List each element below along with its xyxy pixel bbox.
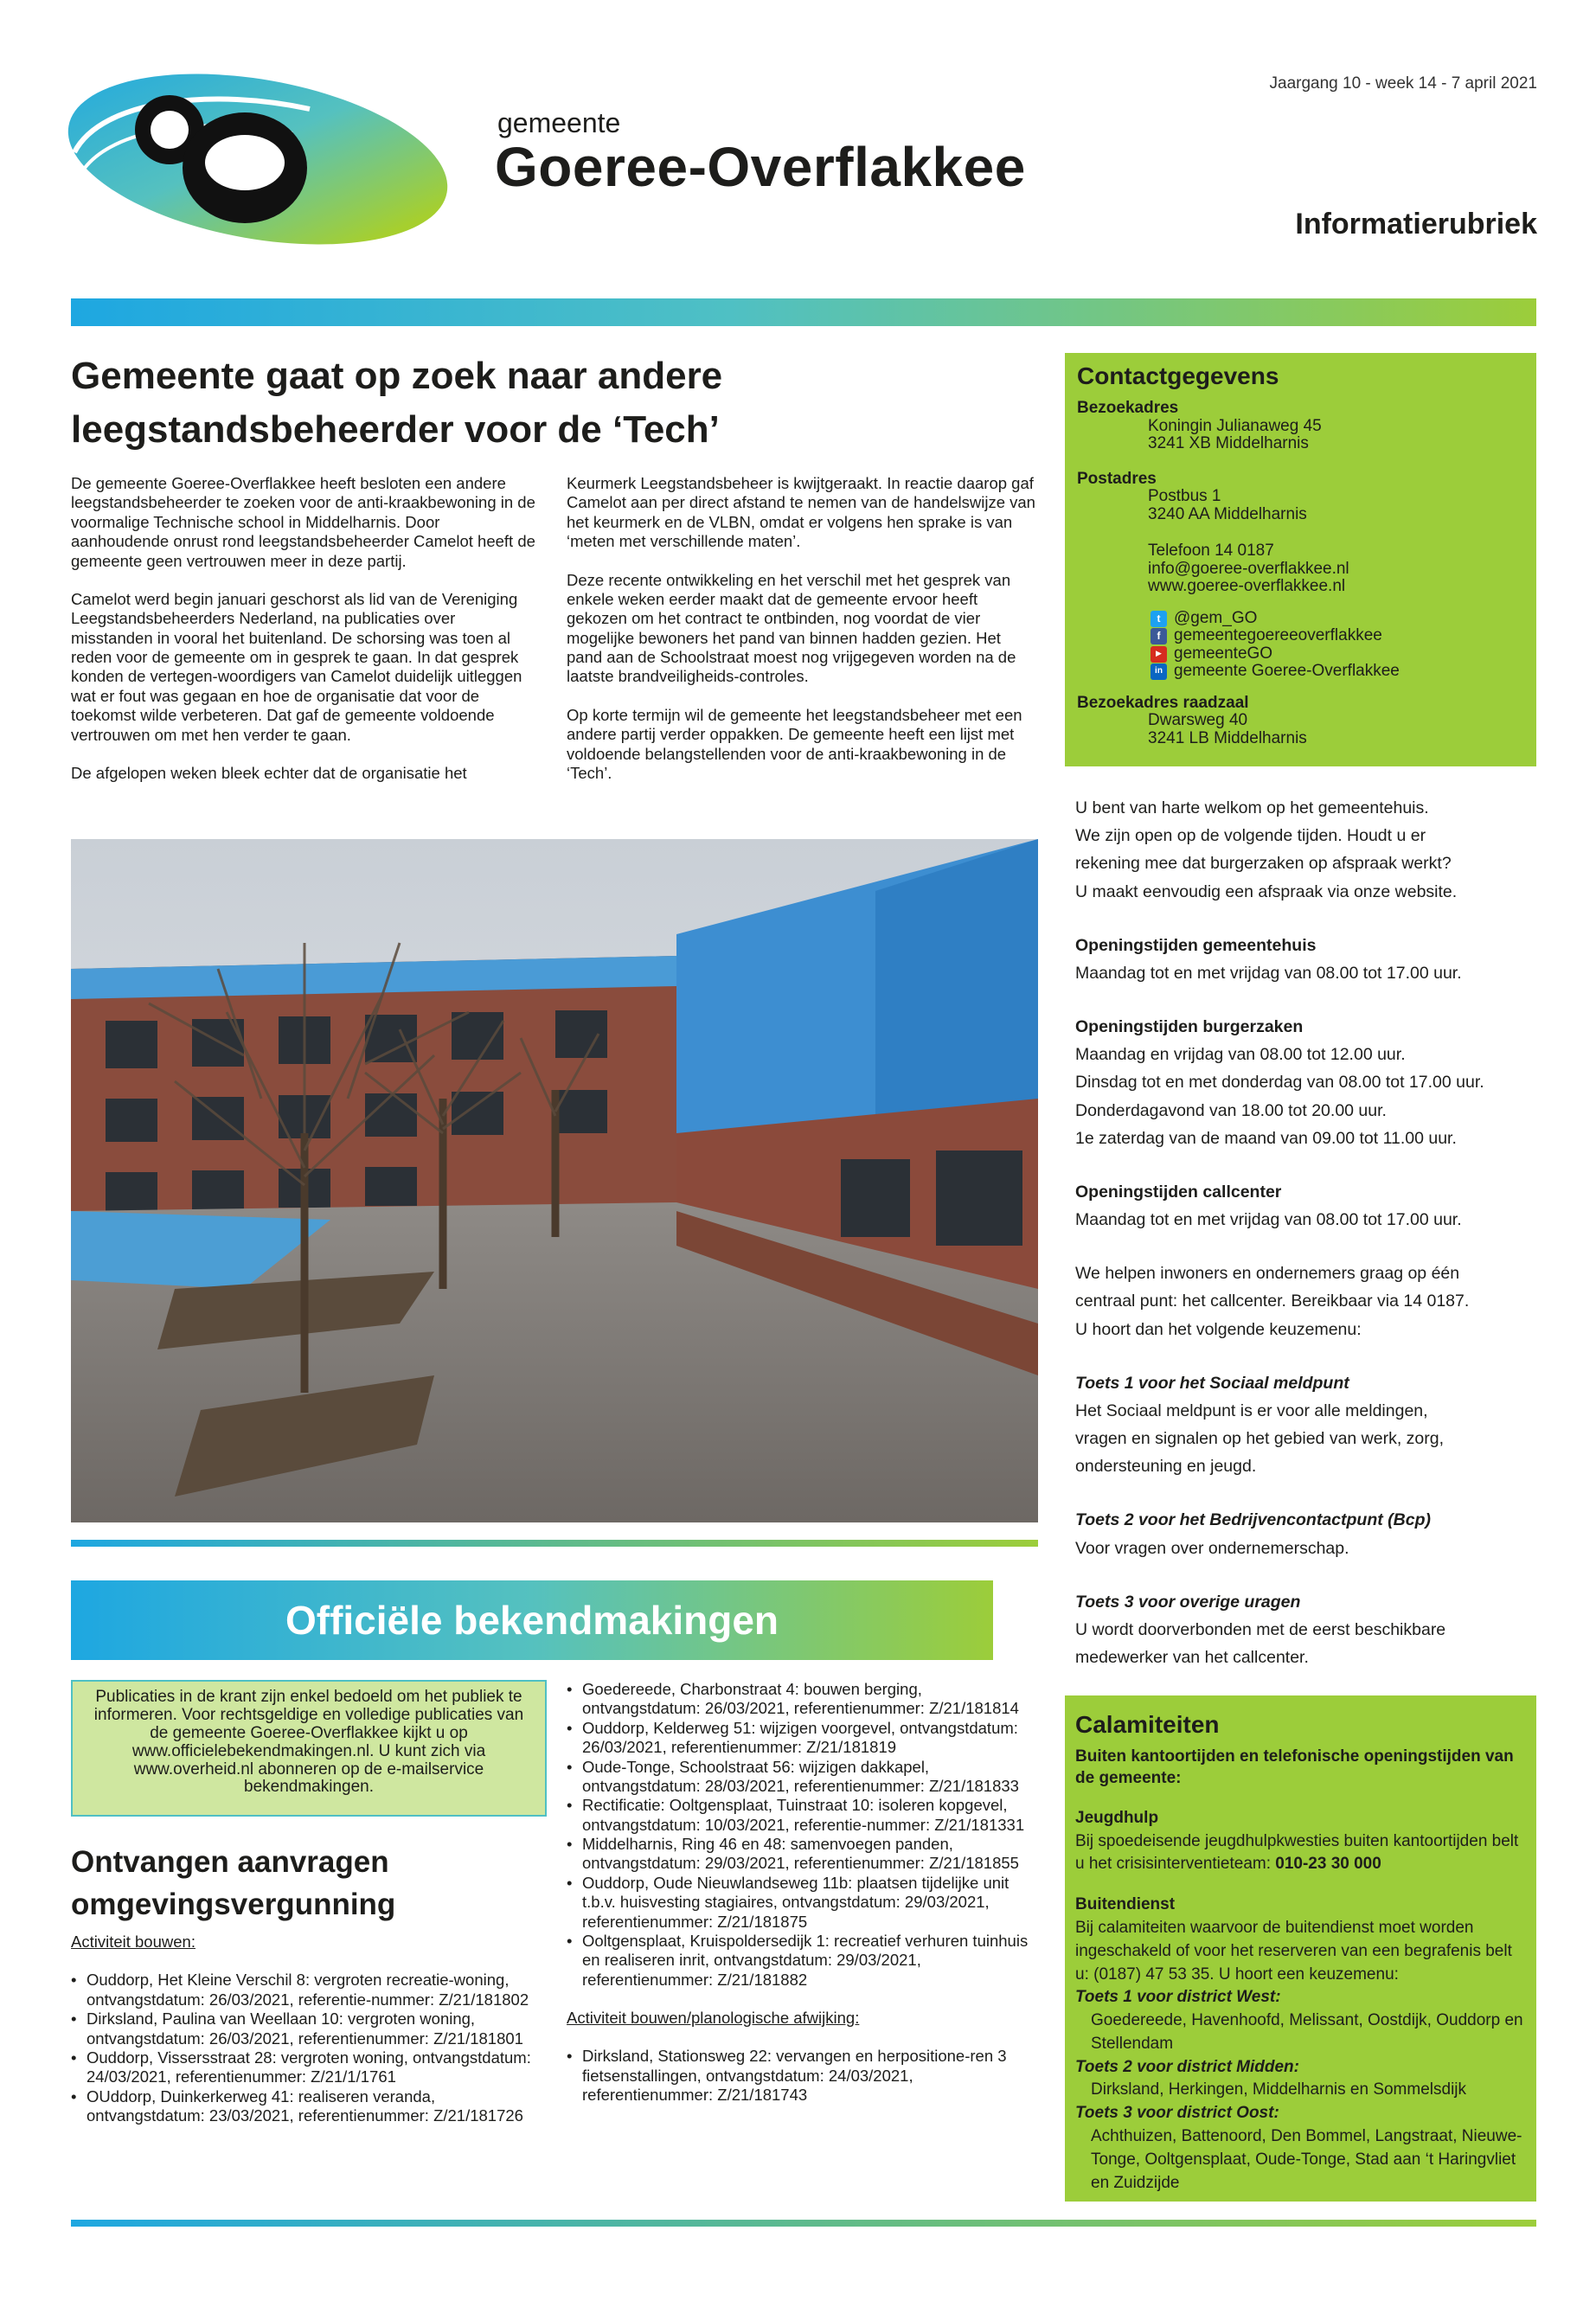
social-youtube[interactable]	[1077, 645, 1524, 663]
district-oost-title: Toets 3 voor district Oost:	[1075, 2104, 1279, 2123]
hours-burgerzaken-line: Maandag en vrijdag van 08.00 tot 12.00 uur.	[1075, 1045, 1406, 1065]
menu-option-3-text: medewerker van het callcenter.	[1075, 1648, 1309, 1668]
bekendmakingen-banner: Officiële bekendmakingen	[71, 1580, 993, 1660]
permit-item: • Ouddorp, Vissersstraat 28: vergroten woning, ontvangstdatum: 24/03/2021, referentienummer: Z/21/1/1761	[71, 2048, 538, 2087]
menu-option-3-title: Toets 3 voor overige uragen	[1075, 1592, 1301, 1612]
permit-item: • Rectificatie: Ooltgensplaat, Tuinstraat 10: isoleren kopgevel, ontvangstdatum: 10/03/2021, referentie-nummer: Z/21/181331	[567, 1796, 1038, 1835]
brand-gemeente: gemeente	[497, 107, 621, 138]
social-label: gemeente Goeree-Overflakkee	[1174, 662, 1400, 681]
permits-left-column	[71, 1932, 538, 2125]
permit-item: • Ouddorp, Oude Nieuwlandseweg 11b: plaatsen tijdelijke unit t.b.v. huisvesting stagiaires, ontvangstdatum: 29/03/2021, referentienummer: Z/21/181875	[567, 1874, 1038, 1932]
youtube-icon: ▶	[1151, 646, 1167, 663]
raadzaal-line: 3241 LB Middelharnis	[1148, 728, 1307, 747]
help-line: centraal punt: het callcenter. Bereikbaar via 14 0187.	[1075, 1292, 1470, 1311]
menu-option-2-text: Voor vragen over ondernemerschap.	[1075, 1538, 1349, 1558]
permit-item: • OUddorp, Duinkerkerweg 41: realiseren veranda, ontvangstdatum: 23/03/2021, referentienummer: Z/21/181726	[71, 2087, 538, 2126]
permits-right-column	[567, 1680, 1038, 2106]
hours-burgerzaken-line: 1e zaterdag van de maand van 09.00 tot 11.00 uur.	[1075, 1128, 1457, 1148]
publication-notice: Publicaties in de krant zijn enkel bedoeld om het publiek te informeren. Voor rechtsgeldige en volledige publicaties van de gemeente Goeree-Overflakkee kijkt u op www.officielebekendmakingen.nl. U kunt zich via www.overheid.nl abonneren op de e-mailservice bekendmakingen.	[71, 1680, 547, 1817]
brand-name: Goeree-Overflakkee	[495, 136, 1026, 198]
menu-option-1-text: Het Sociaal meldpunt is er voor alle meldingen,	[1075, 1400, 1428, 1420]
raadzaal-line: Dwarsweg 40	[1148, 711, 1248, 730]
jeugdhulp-title: Jeugdhulp	[1075, 1808, 1159, 1827]
top-gradient-bar	[71, 298, 1536, 326]
postadres-line: Postbus 1	[1148, 487, 1221, 506]
hours-callcenter-heading: Openingstijden callcenter	[1075, 1182, 1282, 1202]
opening-hours-info	[1075, 794, 1542, 1671]
website-link[interactable]: www.goeree-overflakkee.nl	[1148, 577, 1346, 596]
contact-panel	[1065, 353, 1536, 766]
jeugdhulp-text	[1075, 1830, 1526, 1877]
article-paragraph: Op korte termijn wil de gemeente het leegstandsbeheer met een andere partij verder oppakken. De gemeente heeft een lijst met voldoende belangstellenden voor de anti-kraakbewoning in de ‘Tech’.	[567, 705, 1022, 782]
article-paragraph: De gemeente Goeree-Overflakkee heeft besloten een andere leegstandsbeheerder te zoeken voor de anti-kraakbewoning in de voormalige Technische school in Middelharnis. Door aanhoudende onrust rond leegstandsbeheerder Camelot heeft de gemeente geen vertrouwen meer in deze partij.	[71, 474, 535, 570]
hours-gemeentehuis-heading: Openingstijden gemeentehuis	[1075, 935, 1317, 955]
twitter-icon: t	[1151, 611, 1167, 627]
social-twitter[interactable]	[1077, 610, 1524, 628]
article-column-1	[71, 474, 538, 802]
help-line: U hoort dan het volgende keuzemenu:	[1075, 1319, 1362, 1339]
permit-item: • Dirksland, Paulina van Weellaan 10: vergroten woning, ontvangstdatum: 26/03/2021, referentienummer: Z/21/181801	[71, 2009, 538, 2048]
article-headline: Gemeente gaat op zoek naar andere leegstandsbeheerder voor de ‘Tech’	[71, 355, 723, 452]
permit-item: • Ouddorp, Kelderweg 51: wijzigen voorgevel, ontvangstdatum: 26/03/2021, referentienummer: Z/21/181819	[567, 1719, 1038, 1758]
article-paragraph: Camelot werd begin januari geschorst als lid van de Vereniging Leegstandsbeheerders Nederland, na publicaties over misstanden in vooral het buitenland. De schorsing was toen al reden voor de gemeente om in gesprek te gaan. In dat gesprek konden de vertegen-woordigers van Camelot duidelijk uitleggen wat er fout was gegaan en hoe de organisatie dat voor de toekomst wilde verbeteren. Dat gaf de gemeente voldoende vertrouwen om met hen verder te gaan.	[71, 589, 522, 744]
section-title: Ontvangen aanvragen omgevingsvergunning	[71, 1845, 396, 1921]
bezoekadres-line: Koningin Julianaweg 45	[1148, 416, 1322, 435]
gemeente-logo	[67, 73, 457, 263]
phone-number: Telefoon 14 0187	[1148, 542, 1274, 561]
raadzaal-label: Bezoekadres raadzaal	[1077, 693, 1249, 712]
article-paragraph: De afgelopen weken bleek echter dat de organisatie het	[71, 763, 467, 782]
calamiteiten-intro: Buiten kantoortijden en telefonische openingstijden van de gemeente:	[1075, 1747, 1514, 1788]
email-link[interactable]: info@goeree-overflakkee.nl	[1148, 559, 1349, 578]
activity-heading: Activiteit bouwen:	[71, 1932, 195, 1951]
menu-option-3-text: U wordt doorverbonden met de eerst beschikbare	[1075, 1619, 1446, 1639]
postadres-label: Postadres	[1077, 469, 1157, 488]
welcome-line: U maakt eenvoudig een afspraak via onze website.	[1075, 881, 1458, 901]
menu-option-1-text: vragen en signalen op het gebied van werk, zorg,	[1075, 1429, 1445, 1449]
article-paragraph: Keurmerk Leegstandsbeheer is kwijtgeraakt. In reactie daarop gaf Camelot aan per direct afstand te nemen van de handelswijze van het keurmerk en de VLBN, omdat er volgens hen sprake is van ‘meten met verschillende maten’.	[567, 474, 1035, 551]
district-midden-text: Dirksland, Herkingen, Middelharnis en Sommelsdijk	[1091, 2080, 1467, 2099]
help-line: We helpen inwoners en ondernemers graag op één	[1075, 1264, 1460, 1284]
bottom-divider-bar	[71, 2220, 1536, 2227]
calamiteiten-panel	[1065, 1695, 1536, 2202]
welcome-line: We zijn open op de volgende tijden. Houdt u er	[1075, 826, 1426, 846]
calamiteiten-title: Calamiteiten	[1075, 1711, 1220, 1738]
permit-item: • Ouddorp, Het Kleine Verschil 8: vergroten recreatie-woning, ontvangstdatum: 26/03/2021, referentie-nummer: Z/21/181802	[71, 1971, 538, 2009]
contact-title: Contactgegevens	[1077, 362, 1279, 389]
hours-burgerzaken-line: Donderdagavond van 18.00 tot 20.00 uur.	[1075, 1100, 1387, 1120]
jeugdhulp-phone: 010-23 30 000	[1275, 1855, 1381, 1874]
district-oost-text: Achthuizen, Battenoord, Den Bommel, Langstraat, Nieuwe-Tonge, Ooltgensplaat, Oude-Tonge, Stad aan ‘t Haringvliet en Zuidzijde	[1091, 2127, 1522, 2192]
permit-item: • Oude-Tonge, Schoolstraat 56: wijzigen dakkapel, ontvangstdatum: 28/03/2021, referentienummer: Z/21/181833	[567, 1758, 1038, 1797]
permit-item: • Goedereede, Charbonstraat 4: bouwen berging, ontvangstdatum: 26/03/2021, referentienummer: Z/21/181814	[567, 1680, 1038, 1719]
social-linkedin[interactable]	[1077, 663, 1524, 681]
rubriek-title: Informatierubriek	[1295, 208, 1537, 240]
bezoekadres-line: 3241 XB Middelharnis	[1148, 434, 1309, 453]
dateline: Jaargang 10 - week 14 - 7 april 2021	[1269, 74, 1537, 93]
district-midden-title: Toets 2 voor district Midden:	[1075, 2057, 1299, 2076]
permit-item: • Ooltgensplaat, Kruispoldersedijk 1: recreatief verhuren tuinhuis en realiseren inrit, ontvangstdatum: 29/03/2021, referentienummer: Z/21/181882	[567, 1932, 1038, 1990]
hours-callcenter: Maandag tot en met vrijdag van 08.00 tot 17.00 uur.	[1075, 1210, 1462, 1230]
social-label: @gem_GO	[1174, 608, 1258, 627]
menu-option-1-title: Toets 1 voor het Sociaal meldpunt	[1075, 1373, 1349, 1393]
buitendienst-title: Buitendienst	[1075, 1895, 1176, 1914]
district-west-title: Toets 1 voor district West:	[1075, 1988, 1281, 2007]
hours-burgerzaken-line: Dinsdag tot en met donderdag van 08.00 tot 17.00 uur.	[1075, 1073, 1484, 1093]
social-label: gemeenteGO	[1174, 644, 1273, 663]
menu-option-2-title: Toets 2 voor het Bedrijvencontactpunt (Bcp)	[1075, 1510, 1431, 1530]
welcome-line: rekening mee dat burgerzaken op afspraak werkt?	[1075, 854, 1452, 874]
school-building-photo	[71, 839, 1038, 1522]
activity-heading: Activiteit bouwen/planologische afwijking:	[567, 2009, 860, 2027]
menu-option-1-text: ondersteuning en jeugd.	[1075, 1457, 1257, 1477]
divider-bar	[71, 1540, 1038, 1547]
postadres-line: 3240 AA Middelharnis	[1148, 504, 1307, 523]
article-paragraph: Deze recente ontwikkeling en het verschil met het gesprek van enkele weken eerder maakt dat de gemeente ervoor heeft gekozen om het contract te ontbinden, nog voordat de vier mogelijke bewoners het pand van binnen hadden gezien. Het pand aan de Schoolstraat moest nog vrijgegeven worden na de laatste brandveiligheids-controles.	[567, 570, 1016, 686]
article-column-2	[567, 474, 1038, 802]
permit-item: • Dirksland, Stationsweg 22: vervangen en herpositione-ren 3 fietsenstallingen, ontvangstdatum: 24/03/2021, referentienummer: Z/21/181743	[567, 2047, 1038, 2105]
hours-gemeentehuis: Maandag tot en met vrijdag van 08.00 tot 17.00 uur.	[1075, 963, 1462, 983]
hours-burgerzaken-heading: Openingstijden burgerzaken	[1075, 1017, 1304, 1037]
permit-item: • Middelharnis, Ring 46 en 48: samenvoegen panden, ontvangstdatum: 29/03/2021, referentienummer: Z/21/181855	[567, 1835, 1038, 1874]
linkedin-icon: in	[1151, 663, 1167, 680]
buitendienst-text: Bij calamiteiten waarvoor de buitendienst moet worden ingeschakeld of voor het reserveren van een begrafenis belt u: (0187) 47 53 35. U hoort een keuzemenu:	[1075, 1918, 1512, 1984]
welcome-line: U bent van harte welkom op het gemeentehuis.	[1075, 798, 1429, 817]
district-west-text: Goedereede, Havenhoofd, Melissant, Oostdijk, Ouddorp en Stellendam	[1091, 2011, 1523, 2053]
social-label: gemeentegoereeoverflakkee	[1174, 626, 1382, 645]
social-facebook[interactable]	[1077, 627, 1524, 645]
bezoekadres-label: Bezoekadres	[1077, 399, 1179, 418]
jeugdhulp-body: Bij spoedeisende jeugdhulpkwesties buiten kantoortijden belt u het crisisinterventieteam:	[1075, 1831, 1519, 1874]
facebook-icon: f	[1151, 628, 1167, 644]
